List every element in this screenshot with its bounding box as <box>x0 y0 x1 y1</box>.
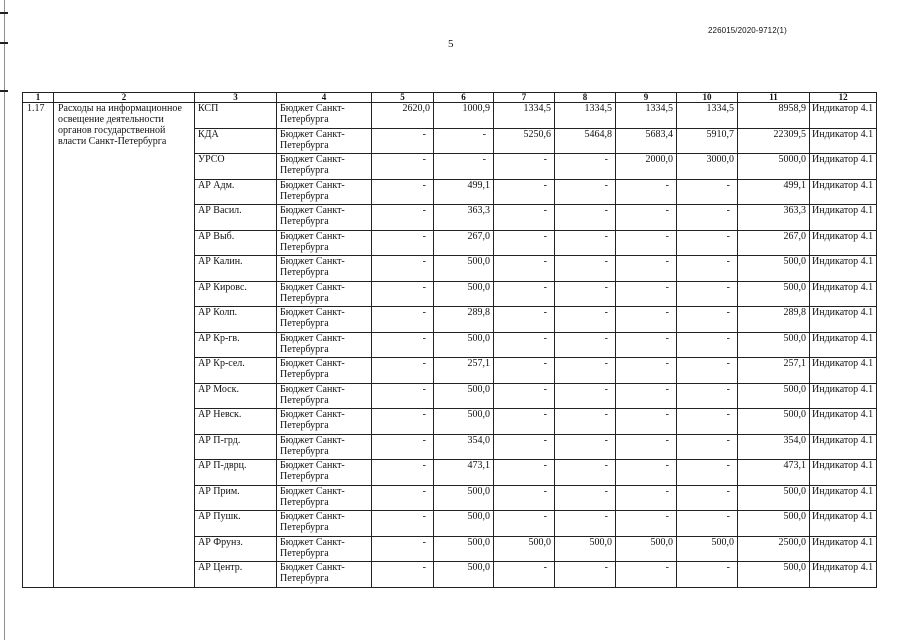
value-col8-cell: - <box>555 179 616 205</box>
value-col5-cell: - <box>372 358 434 384</box>
org-cell: УРСО <box>195 154 277 180</box>
value-col10-cell: - <box>677 511 738 537</box>
value-col8-cell: - <box>555 562 616 588</box>
value-col6-cell: 500,0 <box>434 409 494 435</box>
value-col9-cell: - <box>616 460 677 486</box>
value-col5-cell: - <box>372 485 434 511</box>
value-col7-cell: - <box>494 154 555 180</box>
value-col10-cell: 1334,5 <box>677 103 738 129</box>
total-cell: 8958,9 <box>738 103 810 129</box>
value-col10-cell: 3000,0 <box>677 154 738 180</box>
value-col8-cell: 5464,8 <box>555 128 616 154</box>
value-col5-cell: - <box>372 383 434 409</box>
total-cell: 5000,0 <box>738 154 810 180</box>
value-col7-cell: - <box>494 409 555 435</box>
total-cell: 500,0 <box>738 383 810 409</box>
org-cell: АР Колп. <box>195 307 277 333</box>
funding-source-cell: Бюджет Санкт-Петербурга <box>277 511 372 537</box>
funding-source-cell: Бюджет Санкт-Петербурга <box>277 230 372 256</box>
indicator-cell: Индикатор 4.1 <box>810 205 877 231</box>
value-col5-cell: 2620,0 <box>372 103 434 129</box>
total-cell: 500,0 <box>738 281 810 307</box>
funding-source-cell: Бюджет Санкт-Петербурга <box>277 205 372 231</box>
value-col6-cell: 257,1 <box>434 358 494 384</box>
value-col6-cell: 500,0 <box>434 332 494 358</box>
org-cell: АР Выб. <box>195 230 277 256</box>
value-col7-cell: - <box>494 281 555 307</box>
value-col8-cell: - <box>555 154 616 180</box>
value-col9-cell: - <box>616 383 677 409</box>
value-col9-cell: - <box>616 562 677 588</box>
table-row <box>23 103 877 129</box>
indicator-cell: Индикатор 4.1 <box>810 460 877 486</box>
indicator-cell: Индикатор 4.1 <box>810 103 877 129</box>
column-header-12: 12 <box>810 93 877 103</box>
column-header-8: 8 <box>555 93 616 103</box>
org-cell: АР Кр-сел. <box>195 358 277 384</box>
value-col8-cell: - <box>555 460 616 486</box>
funding-source-cell: Бюджет Санкт-Петербурга <box>277 485 372 511</box>
page-number: 5 <box>448 38 454 50</box>
value-col10-cell: - <box>677 409 738 435</box>
value-col6-cell: 500,0 <box>434 562 494 588</box>
value-col7-cell: 500,0 <box>494 536 555 562</box>
total-cell: 500,0 <box>738 409 810 435</box>
org-cell: АР Прим. <box>195 485 277 511</box>
org-cell: АР Пушк. <box>195 511 277 537</box>
total-cell: 473,1 <box>738 460 810 486</box>
value-col10-cell: - <box>677 332 738 358</box>
value-col6-cell: - <box>434 154 494 180</box>
org-cell: АР Адм. <box>195 179 277 205</box>
indicator-cell: Индикатор 4.1 <box>810 128 877 154</box>
value-col10-cell: - <box>677 281 738 307</box>
value-col10-cell: - <box>677 307 738 333</box>
indicator-cell: Индикатор 4.1 <box>810 154 877 180</box>
value-col7-cell: - <box>494 383 555 409</box>
value-col10-cell: - <box>677 383 738 409</box>
value-col5-cell: - <box>372 179 434 205</box>
org-cell: АР П-дврц. <box>195 460 277 486</box>
edge-mark <box>0 42 8 44</box>
value-col9-cell: - <box>616 434 677 460</box>
column-header-3: 3 <box>195 93 277 103</box>
org-cell: АР Кировс. <box>195 281 277 307</box>
funding-source-cell: Бюджет Санкт-Петербурга <box>277 536 372 562</box>
funding-source-cell: Бюджет Санкт-Петербурга <box>277 332 372 358</box>
document-id: 226015/2020-9712(1) <box>708 26 787 35</box>
value-col6-cell: 500,0 <box>434 383 494 409</box>
total-cell: 22309,5 <box>738 128 810 154</box>
column-header-5: 5 <box>372 93 434 103</box>
column-header-10: 10 <box>677 93 738 103</box>
indicator-cell: Индикатор 4.1 <box>810 179 877 205</box>
edge-mark <box>0 12 8 14</box>
value-col9-cell: - <box>616 511 677 537</box>
funding-source-cell: Бюджет Санкт-Петербурга <box>277 358 372 384</box>
value-col6-cell: 500,0 <box>434 485 494 511</box>
value-col6-cell: 500,0 <box>434 281 494 307</box>
value-col5-cell: - <box>372 307 434 333</box>
value-col6-cell: - <box>434 128 494 154</box>
value-col10-cell: - <box>677 434 738 460</box>
org-cell: АР Моск. <box>195 383 277 409</box>
org-cell: АР Фрунз. <box>195 536 277 562</box>
column-header-row <box>23 93 877 103</box>
value-col9-cell: 5683,4 <box>616 128 677 154</box>
funding-source-cell: Бюджет Санкт-Петербурга <box>277 460 372 486</box>
value-col5-cell: - <box>372 409 434 435</box>
total-cell: 500,0 <box>738 562 810 588</box>
indicator-cell: Индикатор 4.1 <box>810 434 877 460</box>
value-col7-cell: - <box>494 460 555 486</box>
value-col9-cell: - <box>616 358 677 384</box>
value-col8-cell: - <box>555 281 616 307</box>
value-col5-cell: - <box>372 460 434 486</box>
value-col9-cell: - <box>616 230 677 256</box>
value-col8-cell: - <box>555 511 616 537</box>
value-col7-cell: - <box>494 434 555 460</box>
org-cell: АР Невск. <box>195 409 277 435</box>
column-header-11: 11 <box>738 93 810 103</box>
value-col10-cell: - <box>677 205 738 231</box>
table-body <box>23 103 877 588</box>
funding-source-cell: Бюджет Санкт-Петербурга <box>277 179 372 205</box>
indicator-cell: Индикатор 4.1 <box>810 562 877 588</box>
indicator-cell: Индикатор 4.1 <box>810 281 877 307</box>
value-col8-cell: - <box>555 205 616 231</box>
total-cell: 2500,0 <box>738 536 810 562</box>
value-col9-cell: 500,0 <box>616 536 677 562</box>
column-header-4: 4 <box>277 93 372 103</box>
funding-source-cell: Бюджет Санкт-Петербурга <box>277 154 372 180</box>
value-col8-cell: 500,0 <box>555 536 616 562</box>
value-col7-cell: - <box>494 485 555 511</box>
value-col6-cell: 1000,9 <box>434 103 494 129</box>
value-col8-cell: - <box>555 434 616 460</box>
funding-source-cell: Бюджет Санкт-Петербурга <box>277 256 372 282</box>
value-col8-cell: - <box>555 230 616 256</box>
value-col7-cell: - <box>494 562 555 588</box>
value-col6-cell: 500,0 <box>434 511 494 537</box>
value-col8-cell: 1334,5 <box>555 103 616 129</box>
value-col5-cell: - <box>372 230 434 256</box>
value-col10-cell: - <box>677 256 738 282</box>
org-cell: АР Центр. <box>195 562 277 588</box>
column-header-6: 6 <box>434 93 494 103</box>
indicator-cell: Индикатор 4.1 <box>810 383 877 409</box>
funding-source-cell: Бюджет Санкт-Петербурга <box>277 434 372 460</box>
indicator-cell: Индикатор 4.1 <box>810 256 877 282</box>
total-cell: 354,0 <box>738 434 810 460</box>
value-col7-cell: - <box>494 307 555 333</box>
total-cell: 363,3 <box>738 205 810 231</box>
value-col8-cell: - <box>555 485 616 511</box>
funding-source-cell: Бюджет Санкт-Петербурга <box>277 409 372 435</box>
value-col6-cell: 267,0 <box>434 230 494 256</box>
value-col10-cell: - <box>677 358 738 384</box>
value-col5-cell: - <box>372 332 434 358</box>
value-col7-cell: - <box>494 256 555 282</box>
column-header-9: 9 <box>616 93 677 103</box>
value-col7-cell: 5250,6 <box>494 128 555 154</box>
total-cell: 499,1 <box>738 179 810 205</box>
value-col7-cell: - <box>494 205 555 231</box>
total-cell: 500,0 <box>738 511 810 537</box>
value-col6-cell: 354,0 <box>434 434 494 460</box>
value-col5-cell: - <box>372 205 434 231</box>
value-col9-cell: 1334,5 <box>616 103 677 129</box>
value-col5-cell: - <box>372 281 434 307</box>
value-col9-cell: - <box>616 307 677 333</box>
value-col7-cell: - <box>494 511 555 537</box>
indicator-cell: Индикатор 4.1 <box>810 358 877 384</box>
funding-source-cell: Бюджет Санкт-Петербурга <box>277 307 372 333</box>
funding-source-cell: Бюджет Санкт-Петербурга <box>277 128 372 154</box>
page-edge-line <box>4 0 5 640</box>
funding-source-cell: Бюджет Санкт-Петербурга <box>277 103 372 129</box>
funding-source-cell: Бюджет Санкт-Петербурга <box>277 383 372 409</box>
value-col7-cell: - <box>494 358 555 384</box>
value-col9-cell: 2000,0 <box>616 154 677 180</box>
value-col9-cell: - <box>616 179 677 205</box>
value-col6-cell: 473,1 <box>434 460 494 486</box>
value-col5-cell: - <box>372 536 434 562</box>
value-col7-cell: 1334,5 <box>494 103 555 129</box>
total-cell: 257,1 <box>738 358 810 384</box>
org-cell: АР Кр-гв. <box>195 332 277 358</box>
value-col8-cell: - <box>555 256 616 282</box>
value-col8-cell: - <box>555 383 616 409</box>
value-col7-cell: - <box>494 230 555 256</box>
value-col10-cell: 5910,7 <box>677 128 738 154</box>
value-col6-cell: 500,0 <box>434 536 494 562</box>
value-col6-cell: 363,3 <box>434 205 494 231</box>
total-cell: 500,0 <box>738 256 810 282</box>
value-col8-cell: - <box>555 332 616 358</box>
value-col10-cell: 500,0 <box>677 536 738 562</box>
indicator-cell: Индикатор 4.1 <box>810 536 877 562</box>
budget-table <box>22 92 877 588</box>
org-cell: АР Васил. <box>195 205 277 231</box>
value-col10-cell: - <box>677 460 738 486</box>
total-cell: 289,8 <box>738 307 810 333</box>
value-col10-cell: - <box>677 562 738 588</box>
value-col5-cell: - <box>372 128 434 154</box>
value-col6-cell: 289,8 <box>434 307 494 333</box>
value-col10-cell: - <box>677 485 738 511</box>
org-cell: АР П-грд. <box>195 434 277 460</box>
indicator-cell: Индикатор 4.1 <box>810 511 877 537</box>
item-number-cell: 1.17 <box>23 103 54 588</box>
value-col6-cell: 499,1 <box>434 179 494 205</box>
value-col5-cell: - <box>372 434 434 460</box>
value-col10-cell: - <box>677 179 738 205</box>
value-col9-cell: - <box>616 409 677 435</box>
funding-source-cell: Бюджет Санкт-Петербурга <box>277 562 372 588</box>
value-col9-cell: - <box>616 256 677 282</box>
value-col9-cell: - <box>616 485 677 511</box>
value-col10-cell: - <box>677 230 738 256</box>
org-cell: КДА <box>195 128 277 154</box>
value-col5-cell: - <box>372 154 434 180</box>
value-col9-cell: - <box>616 281 677 307</box>
funding-source-cell: Бюджет Санкт-Петербурга <box>277 281 372 307</box>
value-col9-cell: - <box>616 332 677 358</box>
column-header-1: 1 <box>23 93 54 103</box>
value-col8-cell: - <box>555 307 616 333</box>
indicator-cell: Индикатор 4.1 <box>810 485 877 511</box>
value-col5-cell: - <box>372 562 434 588</box>
indicator-cell: Индикатор 4.1 <box>810 332 877 358</box>
value-col7-cell: - <box>494 179 555 205</box>
indicator-cell: Индикатор 4.1 <box>810 307 877 333</box>
total-cell: 267,0 <box>738 230 810 256</box>
total-cell: 500,0 <box>738 485 810 511</box>
total-cell: 500,0 <box>738 332 810 358</box>
column-header-2: 2 <box>54 93 195 103</box>
item-title-cell: Расходы на информационное освещение деятельности органов государственной власти Санкт-Петербурга <box>54 103 195 588</box>
value-col7-cell: - <box>494 332 555 358</box>
edge-mark <box>0 90 8 92</box>
value-col6-cell: 500,0 <box>434 256 494 282</box>
column-header-7: 7 <box>494 93 555 103</box>
value-col8-cell: - <box>555 409 616 435</box>
value-col9-cell: - <box>616 205 677 231</box>
value-col5-cell: - <box>372 256 434 282</box>
indicator-cell: Индикатор 4.1 <box>810 409 877 435</box>
value-col5-cell: - <box>372 511 434 537</box>
indicator-cell: Индикатор 4.1 <box>810 230 877 256</box>
org-cell: КСП <box>195 103 277 129</box>
value-col8-cell: - <box>555 358 616 384</box>
org-cell: АР Калин. <box>195 256 277 282</box>
